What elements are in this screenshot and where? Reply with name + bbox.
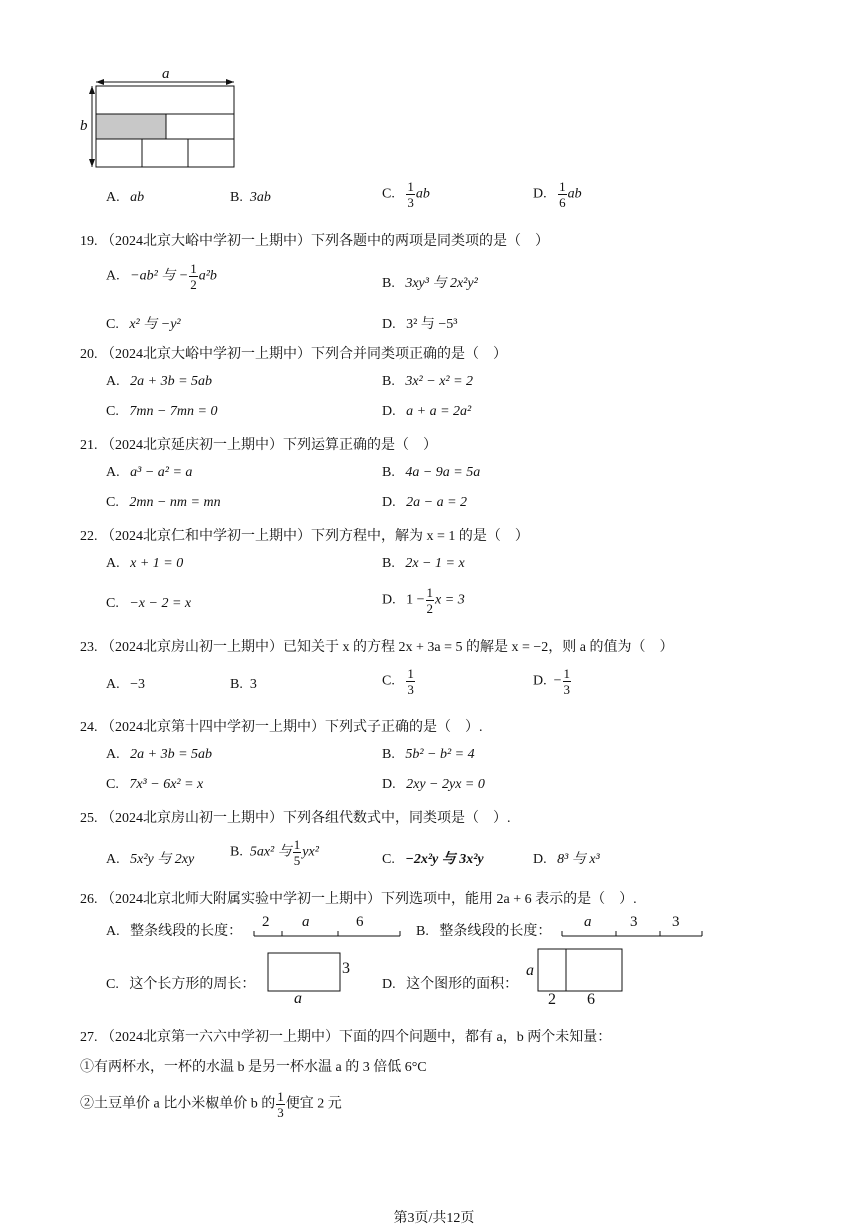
- q24-option-c[interactable]: C. 7x³ − 6x² = x: [106, 777, 204, 792]
- bottom-label: 2: [548, 991, 556, 1008]
- fraction: $\frac{1}{2}$: [190, 261, 197, 292]
- fraction: $\frac{1}{2}$: [426, 585, 434, 616]
- q26-a-segment: [252, 914, 402, 940]
- segment-label: 6: [356, 914, 364, 930]
- bottom-label: 6: [587, 991, 595, 1008]
- q20-option-a[interactable]: A. 2a + 3b = 5ab: [106, 374, 213, 389]
- q27-stem: 27. （2024北京第一六六中学初一上期中）下面的四个问题中，都有 a，b 两个未知量：: [80, 1030, 612, 1045]
- label-b: b: [80, 118, 88, 134]
- q22-stem: 22. （2024北京仁和中学初一上期中）下列方程中，解为 x = 1 的是（ ）: [80, 529, 529, 544]
- q27-item-1: ①有两杯水，一杯的水温 b 是另一杯水温 a 的 3 倍低 6°C: [80, 1060, 427, 1075]
- q21-stem: 21. （2024北京延庆初一上期中）下列运算正确的是（ ）: [80, 438, 437, 453]
- fraction: $\frac{1}{3}$: [563, 666, 571, 697]
- option-label: A.: [106, 190, 120, 205]
- q18-option-b[interactable]: [230, 190, 271, 206]
- q22-option-d[interactable]: D. 1 − $\frac{1}{2}$ x = 3: [382, 585, 465, 616]
- q20-option-d[interactable]: D. a + a = 2a²: [382, 404, 472, 419]
- q26-option-b[interactable]: B. 整条线段的长度：: [416, 924, 552, 939]
- q24-option-a[interactable]: A. 2a + 3b = 5ab: [106, 747, 213, 762]
- label-a: a: [162, 66, 170, 82]
- segment-label: 3: [672, 914, 680, 930]
- q20-option-c[interactable]: C. 7mn − 7mn = 0: [106, 404, 218, 419]
- page-footer: 第3页/共12页: [393, 1211, 475, 1226]
- q21-option-b[interactable]: B. 4a − 9a = 5a: [382, 465, 481, 480]
- q26-option-c[interactable]: C. 这个长方形的周长：: [106, 977, 256, 992]
- fraction: $\frac{1}{3}$: [277, 1089, 284, 1120]
- q22-option-c[interactable]: C. −x − 2 = x: [106, 596, 192, 611]
- q24-option-d[interactable]: D. 2xy − 2yx = 0: [382, 777, 485, 792]
- option-label: D.: [533, 186, 547, 202]
- q23-option-b[interactable]: B. 3: [230, 677, 257, 692]
- q21-option-a[interactable]: A. a³ − a² = a: [106, 465, 193, 480]
- rectangle-svg: [264, 950, 359, 1008]
- q23-option-d[interactable]: D. − $\frac{1}{3}$: [533, 666, 571, 697]
- q26-d-figure: [524, 946, 628, 1010]
- option-text: ab: [130, 190, 145, 205]
- option-label: C.: [382, 186, 395, 202]
- area-figure-svg: [524, 946, 628, 1010]
- q23-option-c[interactable]: C. $\frac{1}{3}$: [382, 666, 414, 697]
- q21-option-d[interactable]: D. 2a − a = 2: [382, 495, 468, 510]
- q18-option-d[interactable]: [533, 180, 582, 209]
- q23-stem: 23. （2024北京房山初一上期中）已知关于 x 的方程 2x + 3a = 5 的解是 x = −2，则 a 的值为（ ）: [80, 640, 674, 655]
- q19-option-a[interactable]: A. −ab² 与 − $\frac{1}{2}$ a²b: [106, 261, 217, 292]
- option-text: ab: [415, 186, 430, 202]
- q26-option-d[interactable]: D. 这个图形的面积：: [382, 977, 519, 992]
- segment-label: a: [584, 914, 592, 930]
- rectangle-figure: [80, 68, 250, 173]
- q22-option-b[interactable]: B. 2x − 1 = x: [382, 556, 465, 571]
- fraction: $\frac{1}{5}$: [293, 837, 301, 868]
- q19-option-b[interactable]: B. 3xy³ 与 2x²y²: [382, 276, 478, 291]
- segment-svg: [252, 914, 402, 940]
- segment-label: 2: [262, 914, 270, 930]
- q25-stem: 25. （2024北京房山初一上期中）下列各组代数式中，同类项是（ ）.: [80, 811, 511, 826]
- q26-option-a[interactable]: A. 整条线段的长度：: [106, 924, 243, 939]
- side-label: a: [526, 962, 534, 979]
- q18-option-c[interactable]: [382, 180, 430, 209]
- q20-stem: 20. （2024北京大峪中学初一上期中）下列合并同类项正确的是（ ）: [80, 347, 507, 362]
- q27-item-2: ②土豆单价 a 比小米椒单价 b 的 $\frac{1}{3}$ 便宜 2 元: [80, 1089, 342, 1120]
- q19-option-c[interactable]: C. x² 与 −y²: [106, 317, 181, 332]
- q22-option-a[interactable]: A. x + 1 = 0: [106, 556, 184, 571]
- q20-option-b[interactable]: B. 3x² − x² = 2: [382, 374, 474, 389]
- fraction: $\frac{1}{3}$: [407, 179, 414, 210]
- q26-stem: 26. （2024北京北师大附属实验中学初一上期中）下列选项中，能用 2a + 6 表示的是（ ）.: [80, 892, 637, 907]
- q24-option-b[interactable]: B. 5b² − b² = 4: [382, 747, 475, 762]
- q24-stem: 24. （2024北京第十四中学初一上期中）下列式子正确的是（ ）.: [80, 720, 483, 735]
- bottom-label: a: [294, 990, 302, 1007]
- q18-option-a[interactable]: [106, 190, 144, 206]
- side-label: 3: [342, 960, 350, 977]
- q25-option-d[interactable]: D. 8³ 与 x³: [533, 852, 600, 867]
- option-text: ab: [567, 186, 582, 202]
- q26-b-segment: [560, 914, 705, 940]
- segment-label: 3: [630, 914, 638, 930]
- q21-option-c[interactable]: C. 2mn − nm = mn: [106, 495, 221, 510]
- q19-stem: 19. （2024北京大峪中学初一上期中）下列各题中的两项是同类项的是（ ）: [80, 234, 549, 249]
- q23-option-a[interactable]: A. −3: [106, 677, 146, 692]
- option-label: B.: [230, 190, 243, 205]
- q25-option-a[interactable]: A. 5x²y 与 2xy: [106, 852, 195, 867]
- q19-option-d[interactable]: D. 3² 与 −5³: [382, 317, 458, 332]
- fraction: $\frac{1}{3}$: [407, 666, 414, 697]
- segment-label: a: [302, 914, 310, 930]
- option-text: 3ab: [249, 190, 271, 205]
- rectangle-figure-svg: [80, 68, 250, 173]
- q25-option-b[interactable]: B. 5ax² 与 $\frac{1}{5}$ yx²: [230, 837, 319, 868]
- q25-option-c[interactable]: C. −2x²y 与 3x²y: [382, 852, 484, 867]
- q26-c-rectangle: [264, 950, 359, 1008]
- fraction: $\frac{1}{6}$: [559, 179, 566, 210]
